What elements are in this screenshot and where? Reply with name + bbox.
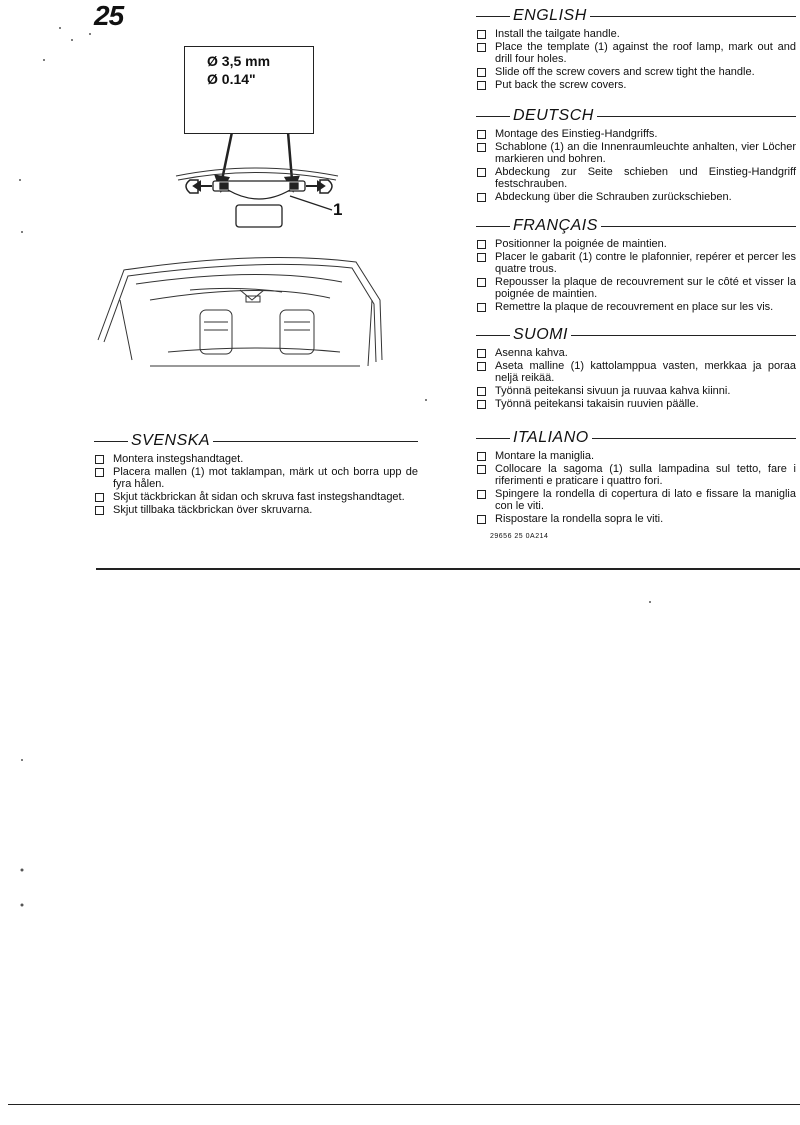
checkbox[interactable]	[477, 515, 486, 524]
checkbox[interactable]	[95, 493, 104, 502]
section-deutsch	[476, 106, 796, 204]
document-code: 29656 25 0A214	[490, 533, 549, 540]
step-item: Place the template (1) against the roof lamp, mark out and drill four holes.	[476, 41, 796, 65]
step-item: Positionner la poignée de maintien.	[476, 238, 796, 250]
template-callout-label: 1	[333, 200, 343, 219]
section-title: ENGLISH	[513, 7, 587, 24]
step-item: Slide off the screw covers and screw tight the handle.	[476, 66, 796, 78]
step-item: Abdeckung zur Seite schieben und Einstieg-Handgriff festschrauben.	[476, 166, 796, 190]
section-title: ITALIANO	[513, 429, 589, 446]
section-title: SVENSKA	[131, 432, 211, 449]
section-francais	[476, 216, 796, 314]
checkbox[interactable]	[477, 349, 486, 358]
checkbox[interactable]	[95, 455, 104, 464]
section-header	[476, 428, 796, 448]
drill-size-mm: Ø 3,5 mm	[207, 53, 271, 69]
section-english	[476, 6, 796, 92]
step-item: Työnnä peitekansi takaisin ruuvien päälle.	[476, 398, 796, 410]
drill-size-in: Ø 0.14"	[207, 71, 256, 87]
section-header	[476, 6, 796, 26]
step-item: Työnnä peitekansi sivuun ja ruuvaa kahva kiinni.	[476, 385, 796, 397]
checkbox[interactable]	[477, 278, 486, 287]
section-suomi	[476, 325, 796, 411]
checkbox[interactable]	[477, 130, 486, 139]
step-item: Spingere la rondella di copertura di lato e fissare la maniglia con le viti.	[476, 488, 796, 512]
checkbox[interactable]	[477, 400, 486, 409]
checkbox[interactable]	[477, 490, 486, 499]
callout-leader	[290, 196, 332, 210]
step-item: Repousser la plaque de recouvrement sur le côté et visser la poignée de maintien.	[476, 276, 796, 300]
checkbox[interactable]	[477, 30, 486, 39]
drill-spec-box	[184, 46, 314, 134]
step-item: Schablone (1) an die Innenraumleuchte anhalten, vier Löcher markieren und bohren.	[476, 141, 796, 165]
step-item: Skjut tillbaka täckbrickan över skruvarna.	[94, 504, 418, 516]
checkbox[interactable]	[477, 168, 486, 177]
page-bottom-rule	[8, 1104, 800, 1105]
step-item: Asenna kahva.	[476, 347, 796, 359]
section-italiano	[476, 428, 796, 526]
section-header	[476, 325, 796, 345]
step-item: Placera mallen (1) mot taklampan, märk ut och borra upp de fyra hålen.	[94, 466, 418, 490]
checkbox[interactable]	[477, 143, 486, 152]
checkbox[interactable]	[477, 253, 486, 262]
checkbox[interactable]	[95, 506, 104, 515]
checkbox[interactable]	[477, 81, 486, 90]
step-item: Abdeckung über die Schrauben zurückschieben.	[476, 191, 796, 203]
checkbox[interactable]	[477, 303, 486, 312]
checkbox[interactable]	[477, 68, 486, 77]
step-item: Rispostare la rondella sopra le viti.	[476, 513, 796, 525]
checkbox[interactable]	[477, 240, 486, 249]
checkbox[interactable]	[95, 468, 104, 477]
section-divider-rule	[96, 568, 800, 570]
roof-trim	[176, 168, 338, 180]
section-title: FRANÇAIS	[513, 217, 598, 234]
step-item: Put back the screw covers.	[476, 79, 796, 91]
car-interior-sketch	[98, 258, 382, 367]
checkbox[interactable]	[477, 362, 486, 371]
step-item: Placer le gabarit (1) contre le plafonnier, repérer et percer les quatre trous.	[476, 251, 796, 275]
step-item: Remettre la plaque de recouvrement en place sur les vis.	[476, 301, 796, 313]
step-item: Montare la maniglia.	[476, 450, 796, 462]
handle-template	[213, 181, 305, 227]
section-header	[476, 216, 796, 236]
page-number: 25	[94, 0, 124, 31]
step-item: Montera instegshandtaget.	[94, 453, 418, 465]
checkbox[interactable]	[477, 387, 486, 396]
section-header	[476, 106, 796, 126]
section-header	[94, 431, 418, 451]
checkbox[interactable]	[477, 465, 486, 474]
step-item: Install the tailgate handle.	[476, 28, 796, 40]
section-svenska	[94, 431, 418, 517]
checkbox[interactable]	[477, 193, 486, 202]
section-title: SUOMI	[513, 326, 568, 343]
step-item: Aseta malline (1) kattolamppua vasten, merkkaa ja poraa neljä reikää.	[476, 360, 796, 384]
step-item: Montage des Einstieg-Handgriffs.	[476, 128, 796, 140]
section-title: DEUTSCH	[513, 107, 594, 124]
step-item: Collocare la sagoma (1) sulla lampadina sul tetto, fare i riferimenti e praticare i quattro fori.	[476, 463, 796, 487]
checkbox[interactable]	[477, 43, 486, 52]
step-item: Skjut täckbrickan åt sidan och skruva fast instegshandtaget.	[94, 491, 418, 503]
checkbox[interactable]	[477, 452, 486, 461]
